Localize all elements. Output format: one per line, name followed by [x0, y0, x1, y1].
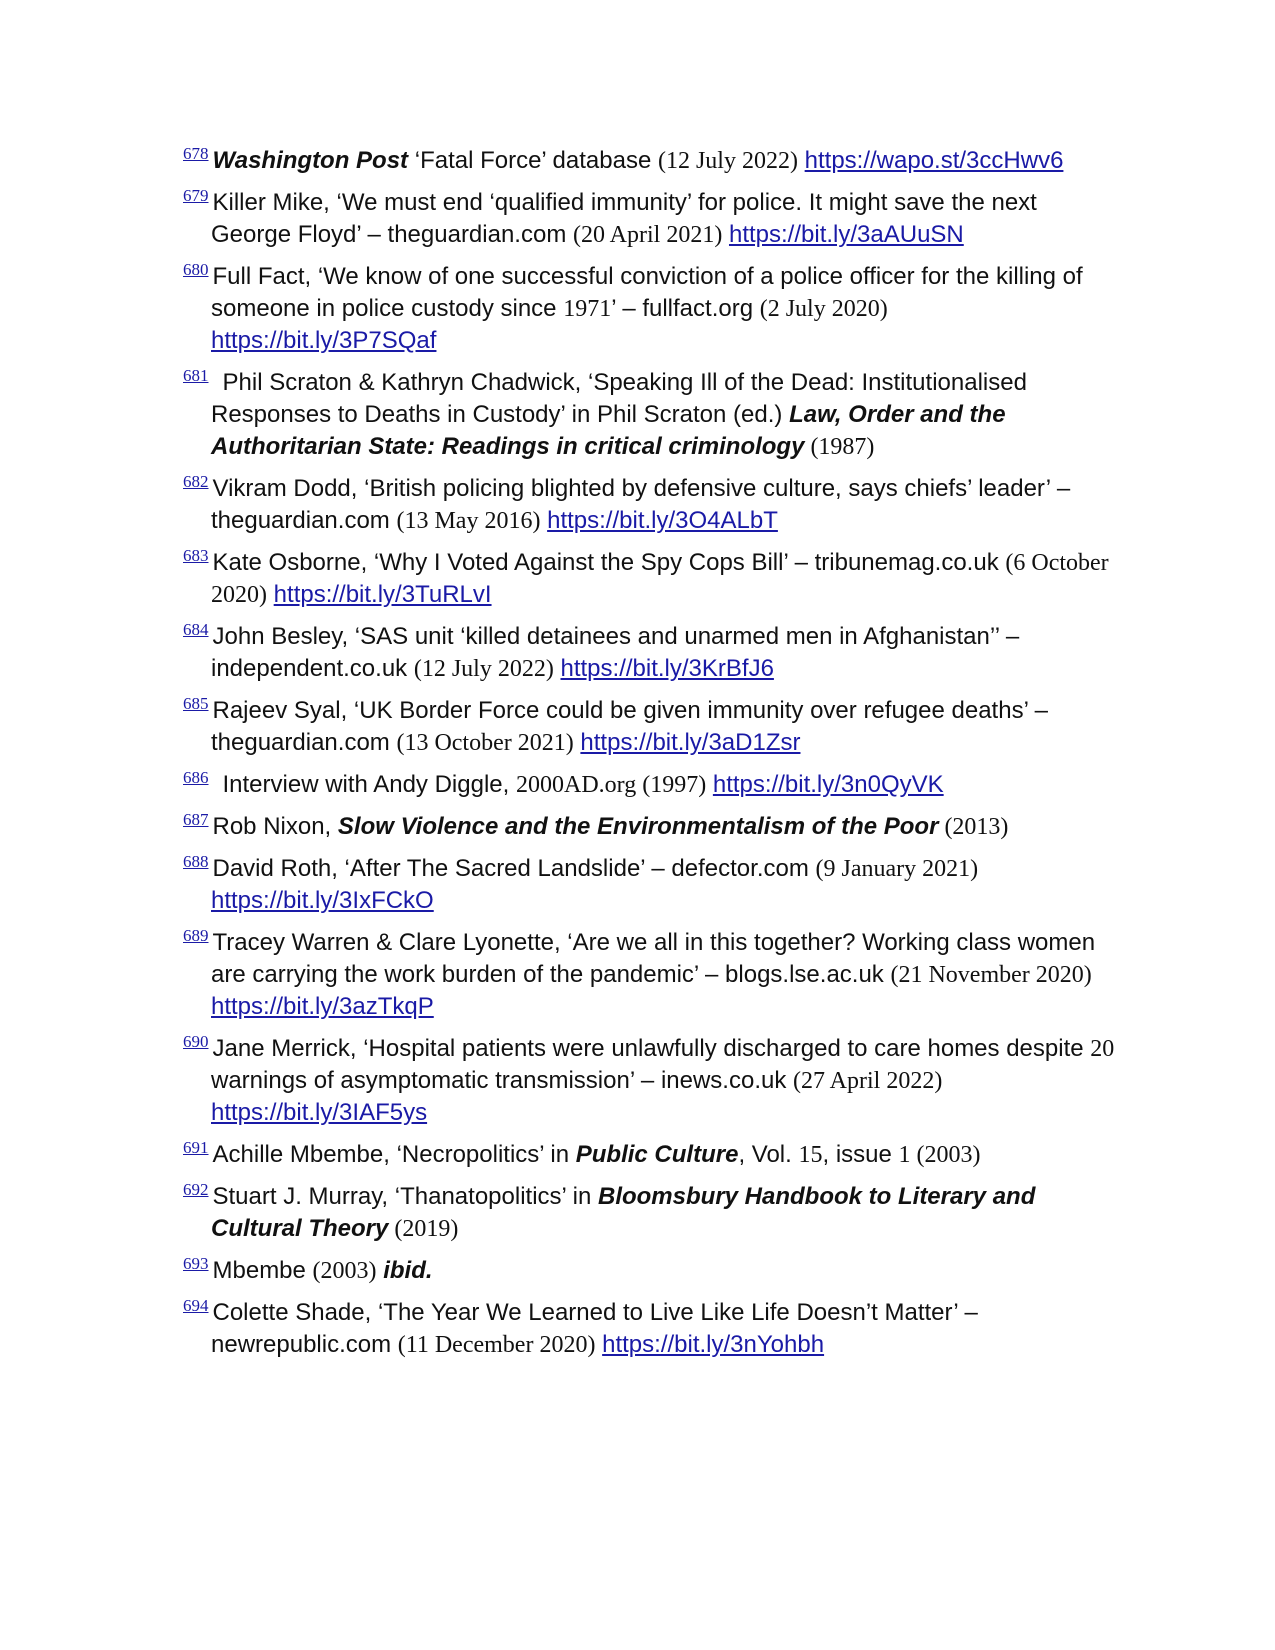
- footnote-url-link[interactable]: https://bit.ly/3P7SQaf: [211, 327, 437, 354]
- footnote: [183, 621, 1118, 685]
- footnote-date-text: (27 April 2022): [793, 1068, 943, 1094]
- footnote-date-text: (11 December 2020): [397, 1332, 596, 1358]
- footnote: [183, 261, 1118, 357]
- footnote-url-link[interactable]: https://bit.ly/3n0QyVK: [712, 771, 944, 798]
- footnote-date-text: (13 May 2016): [396, 508, 541, 534]
- footnote-date-text: (2 July 2020): [759, 296, 888, 322]
- footnote: [183, 695, 1118, 759]
- footnote-url-link[interactable]: https://bit.ly/3azTkqP: [211, 993, 434, 1020]
- footnote-date-text: (2019): [388, 1216, 459, 1242]
- footnote-number-link[interactable]: 679: [183, 186, 209, 205]
- footnote-number-link[interactable]: 689: [183, 926, 209, 945]
- footnote: [183, 853, 1118, 917]
- footnote-url-link[interactable]: https://bit.ly/3KrBfJ6: [560, 655, 774, 682]
- footnote-number-link[interactable]: 683: [183, 546, 209, 565]
- footnote-title-text: Law, Order and the Authoritarian State: Readings in critical criminology: [211, 401, 1006, 460]
- footnote-text: ’ – fullfact.org: [611, 295, 760, 322]
- footnote-text: Colette Shade, ‘The Year We Learned to Live Like Life Doesn’t Matter’ – newrepublic.com: [211, 1299, 978, 1358]
- footnote-text: Killer Mike, ‘We must end ‘qualified immunity’ for police. It might save the next George Floyd’ – theguardian.com: [211, 189, 1037, 248]
- footnote-text: Vikram Dodd, ‘British policing blighted by defensive culture, says chiefs’ leader’ – theguardian.com: [211, 475, 1071, 534]
- footnote-url-link[interactable]: https://wapo.st/3ccHwv6: [804, 147, 1064, 174]
- footnote-date-text: (6 October 2020): [211, 550, 1109, 608]
- footnote-date-text: (20 April 2021): [572, 222, 723, 248]
- footnote-text: Mbembe: [212, 1257, 313, 1284]
- footnote: [183, 927, 1118, 1023]
- footnote-url-link[interactable]: https://bit.ly/3IAF5ys: [211, 1099, 428, 1126]
- footnote-text: Rajeev Syal, ‘UK Border Force could be given immunity over refugee deaths’ – theguardian.com: [211, 697, 1049, 756]
- footnote: [183, 187, 1118, 251]
- footnote-number-link[interactable]: 690: [183, 1032, 209, 1051]
- footnote-number-link[interactable]: 680: [183, 260, 209, 279]
- footnote-date-text: 15: [798, 1142, 823, 1168]
- footnote-date-text: (21 November 2020): [890, 962, 1092, 988]
- footnote-text: warnings of asymptomatic transmission’ – inews.co.uk: [211, 1067, 793, 1094]
- footnote-number-link[interactable]: 687: [183, 810, 209, 829]
- footnote-text: , issue: [822, 1141, 899, 1168]
- footnote-url-link[interactable]: https://bit.ly/3IxFCkO: [211, 887, 434, 914]
- footnote-number-link[interactable]: 686: [183, 768, 209, 787]
- footnote-url-link[interactable]: https://bit.ly/3O4ALbT: [547, 507, 778, 534]
- footnote-date-text: (12 July 2022): [657, 148, 798, 174]
- footnote-number-link[interactable]: 678: [183, 144, 209, 163]
- footnote: [183, 1033, 1118, 1129]
- footnote-url-link[interactable]: https://bit.ly/3aAUuSN: [728, 221, 964, 248]
- footnote-title-text: Slow Violence and the Environmentalism of the Poor: [337, 813, 939, 840]
- footnote-text: [267, 581, 274, 608]
- footnote-text: Full Fact, ‘We know of one successful conviction of a police officer for the killing of someone in police custody since: [211, 263, 1083, 322]
- footnote-text: Stuart J. Murray, ‘Thanatopolitics’ in: [212, 1183, 598, 1210]
- footnote-number-link[interactable]: 688: [183, 852, 209, 871]
- footnote-date-text: 20: [1090, 1036, 1115, 1062]
- footnote-title-text: Washington Post: [212, 147, 409, 174]
- footnote: [183, 1181, 1118, 1245]
- footnote-text: , Vol.: [738, 1141, 799, 1168]
- footnote-url-link[interactable]: https://bit.ly/3aD1Zsr: [580, 729, 801, 756]
- footnote-text: Tracey Warren & Clare Lyonette, ‘Are we all in this together? Working class women are carrying the work burden of the pandemic’ – blogs.lse.ac.uk: [211, 929, 1096, 988]
- footnote: [183, 1139, 1118, 1171]
- footnote-text: David Roth, ‘After The Sacred Landslide’ – defector.com: [212, 855, 816, 882]
- footnote-number-link[interactable]: 693: [183, 1254, 209, 1273]
- footnote-number-link[interactable]: 684: [183, 620, 209, 639]
- footnote-text: Achille Mbembe, ‘Necropolitics’ in: [212, 1141, 576, 1168]
- footnote-title-text: ibid.: [383, 1257, 433, 1284]
- footnote-date-text: (2003): [312, 1258, 377, 1284]
- footnote-date-text: (12 July 2022): [413, 656, 554, 682]
- footnote-title-text: Bloomsbury Handbook to Literary and Cultural Theory: [211, 1183, 1036, 1242]
- footnote-url-link[interactable]: https://bit.ly/3nYohbh: [602, 1331, 825, 1358]
- footnote-number-link[interactable]: 694: [183, 1296, 209, 1315]
- footnote-text: Rob Nixon,: [212, 813, 338, 840]
- footnote-number-link[interactable]: 691: [183, 1138, 209, 1157]
- footnote-number-link[interactable]: 681: [183, 366, 209, 385]
- footnote-text: Kate Osborne, ‘Why I Voted Against the Spy Cops Bill’ – tribunemag.co.uk: [212, 549, 1006, 576]
- footnote-date-text: (9 January 2021): [815, 856, 979, 882]
- footnote-text: Phil Scraton & Kathryn Chadwick, ‘Speaking Ill of the Dead: Institutionalised Responses to Deaths in Custody’ in Phil Scraton (ed.): [211, 369, 1027, 428]
- footnote: [183, 769, 1118, 801]
- footnote-number-link[interactable]: 692: [183, 1180, 209, 1199]
- footnote-url-link[interactable]: https://bit.ly/3TuRLvI: [273, 581, 492, 608]
- footnote-date-text: (1987): [804, 434, 875, 460]
- footnote: [183, 811, 1118, 843]
- footnote-date-text: (13 October 2021): [396, 730, 574, 756]
- footnote-number-link[interactable]: 682: [183, 472, 209, 491]
- footnote-date-text: 2000AD.org (1997): [515, 772, 707, 798]
- footnote-date-text: 1 (2003): [898, 1142, 981, 1168]
- footnote-title-text: Public Culture: [575, 1141, 739, 1168]
- footnote-text: John Besley, ‘SAS unit ‘killed detainees and unarmed men in Afghanistan’’ – independent.co.uk: [211, 623, 1020, 682]
- footnote: [183, 367, 1118, 463]
- footnote-text: Interview with Andy Diggle,: [222, 771, 516, 798]
- footnote-date-text: 1971: [563, 296, 612, 322]
- footnote: [183, 1297, 1118, 1361]
- footnote-number-link[interactable]: 685: [183, 694, 209, 713]
- footnote: [183, 145, 1118, 177]
- footnote-text: ‘Fatal Force’ database: [408, 147, 658, 174]
- footnote-date-text: (2013): [938, 814, 1009, 840]
- footnote-text: [798, 147, 805, 174]
- footnote: [183, 473, 1118, 537]
- footnotes-list: [183, 145, 1118, 1371]
- footnote-text: [706, 771, 713, 798]
- footnote-text: [722, 221, 729, 248]
- footnote-text: Jane Merrick, ‘Hospital patients were unlawfully discharged to care homes despite: [212, 1035, 1091, 1062]
- footnote-text: [554, 655, 561, 682]
- footnote: [183, 1255, 1118, 1287]
- footnote: [183, 547, 1118, 611]
